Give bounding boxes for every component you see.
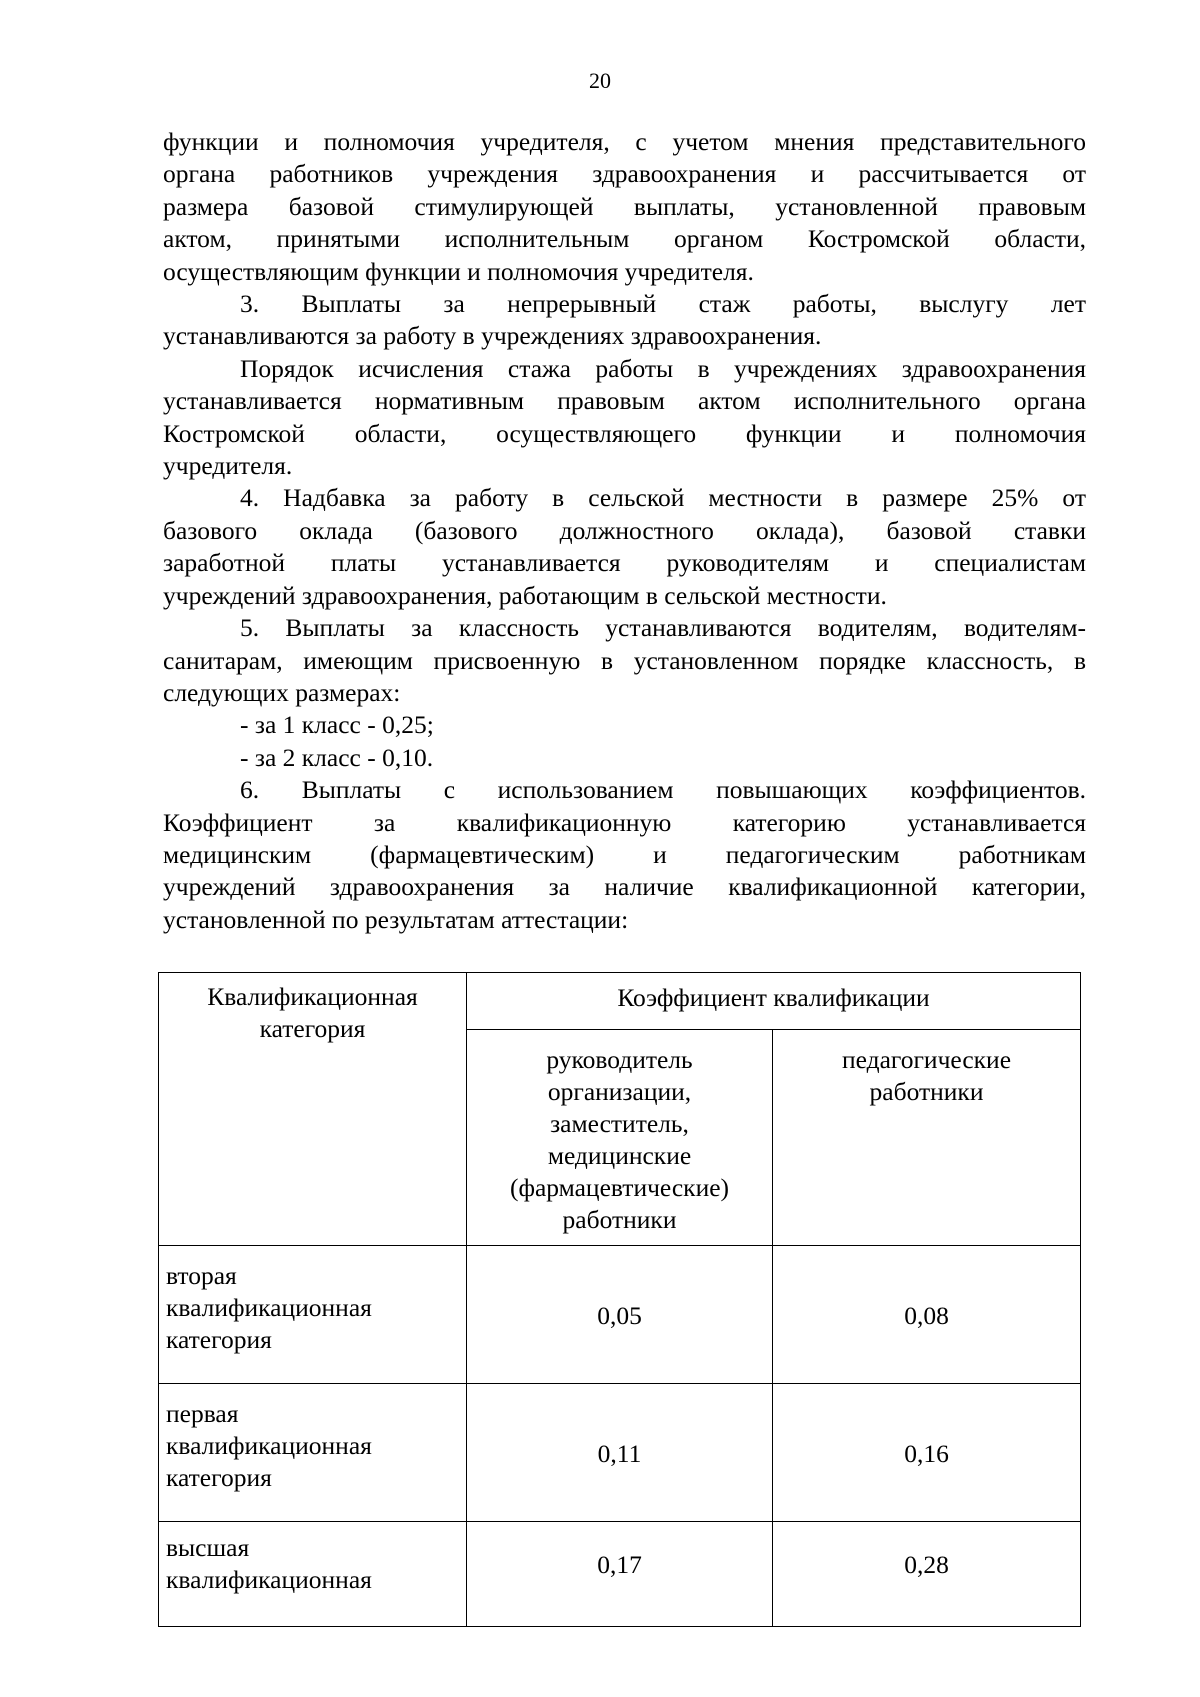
text-line: учреждений здравоохранения, работающим в сельской местности. [163,580,887,610]
text-line: Костромской области, осуществляющего функции и полномочия [163,418,1086,448]
row-label-text: квалификационная [166,1293,372,1322]
document-body [163,126,1086,936]
header-text: организации, [547,1077,692,1106]
row-label [159,1522,467,1627]
row-label-text: вторая [166,1261,237,1290]
paragraph-5-start: 5. Выплаты за классность устанавливаются водителям, водителям- [240,613,1086,643]
paragraph-3-start: 3. Выплаты за непрерывный стаж работы, выслугу лет [240,289,1086,319]
text-line: устанавливаются за работу в учреждениях здравоохранения. [163,321,822,351]
header-text: работники [562,1205,677,1234]
header-text: медицинские [547,1141,692,1170]
text-line: Коэффициент за квалификационную категорию устанавливается [163,807,1086,837]
row-label-text: первая [166,1399,239,1428]
paragraph-6-start: 6. Выплаты с использованием повышающих коэффициентов. [240,775,1086,805]
text-line: медицинским (фармацевтическим) и педагогическим работникам [163,839,1086,869]
row-label [159,1246,467,1384]
header-text: работники [869,1077,984,1106]
row-label-text: категория [166,1325,272,1354]
text-line: размера базовой стимулирующей выплаты, установленной правовым [163,191,1086,221]
row-label-text: категория [166,1463,272,1492]
text-line: функции и полномочия учредителя, с учетом мнения представительного [163,127,1086,156]
header-managers-medical [467,1030,773,1246]
text-line: установленной по результатам аттестации: [163,904,629,934]
header-text: заместитель, [550,1109,689,1138]
row-label-text: квалификационная [166,1565,372,1594]
text-line: актом, принятыми исполнительным органом Костромской области, [163,224,1086,254]
text-line: учреждений здравоохранения за наличие квалификационной категории, [163,872,1086,902]
list-item: - за 2 класс - 0,10. [240,742,434,772]
table-row [159,1384,1081,1522]
header-text: педагогические [841,1045,1012,1074]
header-text: категория [259,1014,366,1043]
page-number: 20 [589,68,611,93]
text-line: базового оклада (базового должностного оклада), базовой ставки [163,515,1086,545]
text-line: следующих размерах: [163,677,401,707]
header-text: (фармацевтические) [509,1173,730,1202]
text-line: учредителя. [163,451,293,481]
header-text: руководитель [546,1045,693,1074]
row-label-text: квалификационная [166,1431,372,1460]
row-label [159,1384,467,1522]
text-line: устанавливается нормативным правовым актом исполнительного органа [163,386,1086,416]
table-row [159,1246,1081,1384]
coefficient-value: 0,16 [773,1384,1081,1522]
table-row [159,1522,1081,1627]
coefficient-value: 0,05 [467,1246,773,1384]
header-text: Квалификационная [207,982,418,1011]
paragraph-4-start: 4. Надбавка за работу в сельской местности в размере 25% от [240,483,1086,513]
row-label-text: высшая [166,1533,250,1562]
text-line: санитарам, имеющим присвоенную в установленном порядке классность, в [163,645,1086,675]
text-line: органа работников учреждения здравоохранения и рассчитывается от [163,159,1086,189]
coefficient-value: 0,28 [773,1522,1081,1627]
coefficient-value: 0,17 [467,1522,773,1627]
header-coefficient: Коэффициент квалификации [467,973,1081,1030]
text-line: осуществляющим функции и полномочия учредителя. [163,256,754,286]
coefficient-value: 0,11 [467,1384,773,1522]
list-item: - за 1 класс - 0,25; [240,710,434,740]
header-category [159,973,467,1246]
coefficient-value: 0,08 [773,1246,1081,1384]
paragraph-seniority-start: Порядок исчисления стажа работы в учреждениях здравоохранения [240,353,1086,383]
coefficient-table [158,972,1081,1627]
text-line: заработной платы устанавливается руководителям и специалистам [163,548,1086,578]
header-pedagogical [773,1030,1081,1246]
